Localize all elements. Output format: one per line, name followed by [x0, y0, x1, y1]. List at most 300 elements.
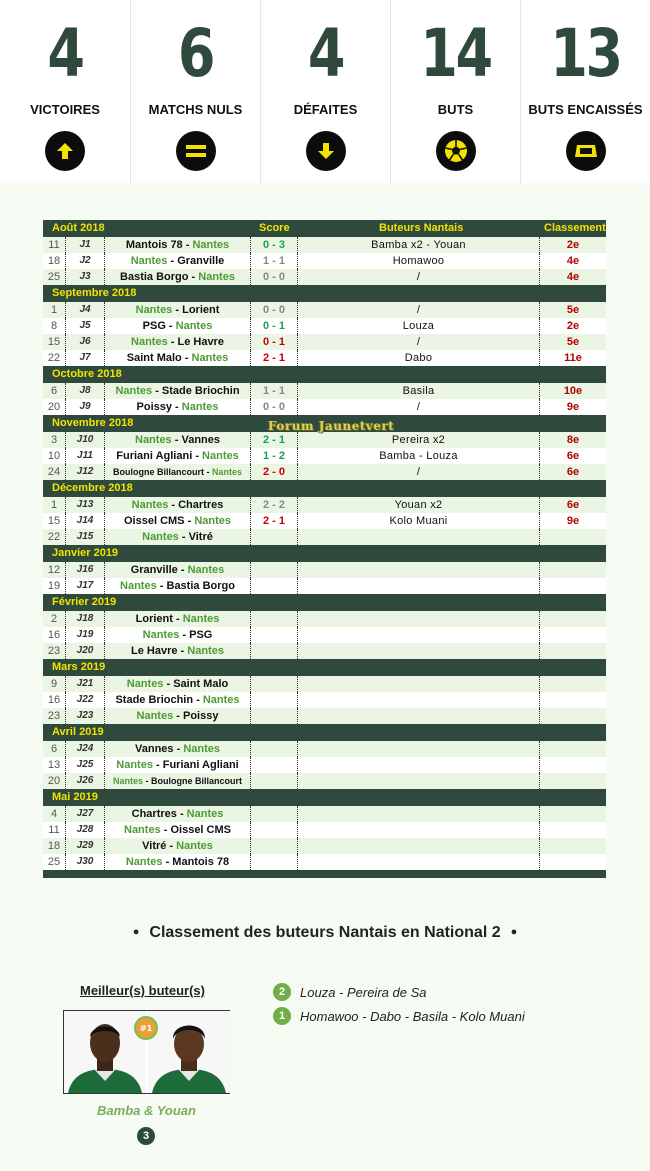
- match-scorers: Homawoo: [392, 255, 445, 267]
- match-scorers: [298, 757, 539, 773]
- table-row: [43, 676, 606, 692]
- match-teams: Nantes - Le Havre: [131, 336, 224, 348]
- home-team: Nantes: [131, 499, 169, 511]
- match-teams: Nantes - Oissel CMS: [124, 824, 231, 836]
- match-score: 2 - 1: [262, 515, 285, 527]
- away-team: Mantois 78: [172, 856, 230, 868]
- away-team: Lorient: [182, 304, 220, 316]
- stat-label: MATCHS NULS: [148, 102, 243, 117]
- matchday-number: J20: [76, 645, 94, 656]
- matchday-number: J28: [76, 824, 94, 835]
- league-rank: 6e: [566, 499, 580, 511]
- match-teams: Vannes - Nantes: [135, 743, 220, 755]
- match-score: [251, 708, 297, 724]
- match-teams: Nantes - Boulogne Billancourt: [112, 776, 242, 786]
- match-day: 1: [50, 499, 58, 511]
- match-scorers: [298, 578, 539, 594]
- table-row: [43, 806, 606, 822]
- league-rank: [540, 692, 606, 708]
- league-rank: 6e: [566, 466, 580, 478]
- away-team: Nantes: [182, 613, 220, 625]
- match-teams: Nantes - Saint Malo: [126, 678, 229, 690]
- away-team: Nantes: [202, 450, 239, 462]
- home-team: Nantes: [120, 580, 157, 592]
- league-rank: [540, 854, 606, 870]
- match-teams: Poissy - Nantes: [136, 401, 219, 413]
- away-team: Vitré: [188, 531, 213, 543]
- away-team: Poissy: [183, 710, 219, 722]
- league-rank: [540, 578, 606, 594]
- stat-value: 13: [550, 15, 621, 92]
- stat-label: VICTOIRES: [30, 102, 100, 117]
- match-day: 22: [47, 531, 61, 543]
- match-scorers: Dabo: [404, 352, 433, 364]
- match-score: 0 - 1: [262, 336, 285, 348]
- away-team: Boulogne Billancourt: [151, 776, 242, 786]
- away-team: Bastia Borgo: [166, 580, 235, 592]
- away-team: Vannes: [181, 434, 220, 446]
- league-rank: 9e: [566, 515, 580, 527]
- match-day: 16: [47, 694, 61, 706]
- matchday-number: J13: [76, 499, 94, 510]
- match-score: 0 - 0: [262, 304, 285, 316]
- table-row: [43, 741, 606, 757]
- match-day: 11: [48, 824, 60, 836]
- league-rank: [540, 643, 606, 659]
- matchday-number: J27: [76, 808, 94, 819]
- match-day: 22: [47, 352, 61, 364]
- goal-count: 2: [273, 983, 291, 1001]
- match-teams: Saint Malo - Nantes: [126, 352, 229, 364]
- league-rank: [540, 838, 606, 854]
- month-header: Mai 2019: [43, 789, 606, 806]
- away-team: Nantes: [186, 808, 224, 820]
- match-score: 1 - 1: [262, 255, 285, 267]
- table-row: [43, 627, 606, 643]
- home-team: Nantes: [135, 434, 172, 446]
- table-row: [43, 513, 606, 529]
- matchday-number: J30: [76, 856, 94, 867]
- match-day: 23: [47, 645, 61, 657]
- home-team: Oissel CMS: [124, 515, 185, 527]
- matchday-number: J24: [76, 743, 94, 754]
- month-header: Avril 2019: [43, 724, 606, 741]
- home-team: Nantes: [130, 255, 168, 267]
- home-team: Furiani Agliani: [116, 450, 193, 462]
- match-score: [251, 773, 297, 789]
- home-team: Nantes: [142, 531, 179, 543]
- match-teams: Granville - Nantes: [130, 564, 225, 576]
- best-scorer-names: Bamba & Youan: [97, 1103, 196, 1118]
- away-team: Nantes: [194, 515, 231, 527]
- home-team: Mantois 78: [125, 239, 183, 251]
- goal-count: 1: [273, 1007, 291, 1025]
- league-rank: [540, 529, 606, 545]
- header-score: Score: [259, 222, 290, 234]
- match-scorers: [298, 562, 539, 578]
- table-row: [43, 237, 606, 253]
- arrow-up-icon: [45, 131, 85, 171]
- match-scorers: /: [416, 304, 421, 316]
- table-row: [43, 464, 606, 480]
- league-rank: 4e: [566, 255, 580, 267]
- month-rows: [43, 676, 606, 724]
- match-day: 24: [47, 466, 61, 478]
- home-team: Le Havre: [131, 645, 178, 657]
- scorers-section-title: [0, 924, 650, 942]
- match-teams: Nantes - Poissy: [136, 710, 219, 722]
- match-score: [251, 806, 297, 822]
- first-place-badge: #1: [134, 1016, 158, 1040]
- table-row: [43, 253, 606, 269]
- match-score: 0 - 1: [262, 320, 285, 332]
- stat-label: BUTS ENCAISSÉS: [528, 102, 643, 117]
- table-row: [43, 773, 606, 789]
- league-rank: 5e: [566, 304, 580, 316]
- scorers-title-text: Classement des buteurs Nantais en National 2: [149, 924, 501, 941]
- month-rows: [43, 611, 606, 659]
- match-score: 1 - 1: [262, 385, 285, 397]
- away-team: Nantes: [211, 467, 242, 477]
- player-photo-youan: [148, 1011, 230, 1093]
- match-scorers: [298, 611, 539, 627]
- match-scorers: [298, 692, 539, 708]
- league-rank: [540, 676, 606, 692]
- match-teams: Bastia Borgo - Nantes: [120, 271, 235, 283]
- match-score: 1 - 2: [262, 450, 285, 462]
- table-row: [43, 318, 606, 334]
- home-team: Granville: [130, 564, 178, 576]
- matchday-number: J29: [76, 840, 94, 851]
- scorer-group: [273, 983, 426, 1001]
- away-team: Nantes: [176, 840, 213, 852]
- match-day: 12: [47, 564, 61, 576]
- match-score: [251, 854, 297, 870]
- match-teams: Nantes - Granville: [130, 255, 225, 267]
- home-team: Nantes: [112, 776, 143, 786]
- stat-column: [260, 0, 390, 183]
- league-rank: [540, 822, 606, 838]
- match-score: [251, 529, 297, 545]
- match-day: 20: [47, 401, 61, 413]
- league-rank: [540, 611, 606, 627]
- table-row: [43, 838, 606, 854]
- away-team: Nantes: [181, 401, 219, 413]
- matchday-number: J23: [76, 710, 94, 721]
- home-team: Bastia Borgo: [120, 271, 189, 283]
- league-rank: 4e: [566, 271, 580, 283]
- league-rank: 8e: [566, 434, 580, 446]
- league-rank: 5e: [566, 336, 580, 348]
- match-teams: Mantois 78 - Nantes: [125, 239, 230, 251]
- home-team: Nantes: [135, 304, 173, 316]
- schedule-table: [43, 220, 606, 878]
- match-scorers: Kolo Muani: [389, 515, 448, 527]
- match-score: 0 - 3: [262, 239, 285, 251]
- league-rank: [540, 562, 606, 578]
- table-row: [43, 692, 606, 708]
- away-team: Chartres: [178, 499, 224, 511]
- table-row: [43, 334, 606, 350]
- league-rank: 6e: [566, 450, 580, 462]
- match-day: 18: [47, 840, 61, 852]
- match-scorers: [298, 627, 539, 643]
- match-scorers: /: [416, 466, 421, 478]
- league-rank: 11e: [564, 352, 582, 364]
- equals-icon: [176, 131, 216, 171]
- match-teams: Nantes - PSG: [142, 629, 213, 641]
- month-rows: [43, 383, 606, 415]
- scorer-group: [273, 1007, 525, 1025]
- match-day: 18: [47, 255, 61, 267]
- match-day: 13: [47, 759, 61, 771]
- table-row: [43, 432, 606, 448]
- match-day: 6: [50, 385, 58, 397]
- home-team: Nantes: [115, 385, 153, 397]
- match-day: 2: [50, 613, 58, 625]
- table-row: [43, 383, 606, 399]
- match-scorers: /: [416, 401, 421, 413]
- match-teams: Nantes - Stade Briochin: [115, 385, 240, 397]
- match-teams: Nantes - Lorient: [135, 304, 220, 316]
- month-rows: [43, 562, 606, 594]
- matchday-number: J7: [79, 352, 91, 363]
- matchday-number: J8: [79, 385, 91, 396]
- match-score: [251, 757, 297, 773]
- month-header: Septembre 2018: [43, 285, 606, 302]
- matchday-number: J4: [79, 304, 91, 315]
- league-rank: 2e: [566, 320, 580, 332]
- stat-column: [130, 0, 260, 183]
- matchday-number: J25: [76, 759, 94, 770]
- matchday-number: J9: [79, 401, 91, 412]
- match-teams: Nantes - Vannes: [135, 434, 220, 446]
- matchday-number: J2: [79, 255, 91, 266]
- scorer-names: Homawoo - Dabo - Basila - Kolo Muani: [300, 1008, 525, 1024]
- match-score: 0 - 0: [262, 401, 285, 413]
- match-score: 2 - 2: [262, 499, 285, 511]
- match-teams: Nantes - Furiani Agliani: [116, 759, 239, 771]
- match-teams: Furiani Agliani - Nantes: [116, 450, 239, 462]
- match-score: 2 - 0: [262, 466, 285, 478]
- home-team: Nantes: [131, 336, 168, 348]
- match-scorers: [298, 806, 539, 822]
- match-scorers: Basila: [402, 385, 435, 397]
- header-month: Août 2018: [52, 222, 105, 234]
- match-day: 15: [47, 336, 61, 348]
- home-team: Nantes: [126, 678, 164, 690]
- match-score: [251, 692, 297, 708]
- match-day: 20: [47, 775, 61, 787]
- bullet-icon: ●: [510, 926, 518, 938]
- league-rank: 10e: [563, 385, 583, 397]
- arrow-down-icon: [306, 131, 346, 171]
- match-scorers: /: [416, 336, 421, 348]
- matchday-number: J26: [76, 775, 94, 786]
- league-rank: [540, 757, 606, 773]
- matchday-number: J5: [79, 320, 91, 331]
- away-team: Nantes: [175, 320, 213, 332]
- match-scorers: Louza: [402, 320, 435, 332]
- match-teams: Nantes - Chartres: [131, 499, 224, 511]
- table-row: [43, 399, 606, 415]
- matchday-number: J15: [76, 531, 94, 542]
- match-day: 6: [50, 743, 58, 755]
- table-row: [43, 822, 606, 838]
- bullet-icon: ●: [132, 926, 140, 938]
- matchday-number: J18: [76, 613, 94, 624]
- home-team: Nantes: [124, 824, 161, 836]
- matchday-number: J11: [77, 450, 93, 461]
- away-team: Oissel CMS: [170, 824, 231, 836]
- table-row: [43, 562, 606, 578]
- table-row: [43, 448, 606, 464]
- watermark: Forum Jaunetvert: [268, 419, 395, 433]
- match-teams: Stade Briochin - Nantes: [115, 694, 240, 706]
- match-day: 23: [47, 710, 61, 722]
- match-scorers: [298, 676, 539, 692]
- match-teams: Chartres - Nantes: [131, 808, 224, 820]
- home-team: Saint Malo: [126, 352, 182, 364]
- matchday-number: J21: [76, 678, 94, 689]
- home-team: Nantes: [116, 759, 153, 771]
- home-team: Chartres: [131, 808, 177, 820]
- table-body: [43, 237, 606, 870]
- match-day: 19: [47, 580, 61, 592]
- home-team: Nantes: [125, 856, 163, 868]
- league-rank: [540, 627, 606, 643]
- matchday-number: J6: [79, 336, 91, 347]
- match-teams: Oissel CMS - Nantes: [124, 515, 231, 527]
- match-scorers: Pereira x2: [391, 434, 446, 446]
- table-row: [43, 302, 606, 318]
- match-score: [251, 578, 297, 594]
- month-header: Mars 2019: [43, 659, 606, 676]
- table-row: [43, 611, 606, 627]
- table-row: [43, 578, 606, 594]
- scorer-names: Louza - Pereira de Sa: [300, 984, 427, 1000]
- table-row: [43, 529, 606, 545]
- table-row: [43, 497, 606, 513]
- match-scorers: [298, 529, 539, 545]
- stat-label: DÉFAITES: [293, 102, 358, 117]
- home-team: Vitré: [142, 840, 167, 852]
- matchday-number: J12: [76, 466, 94, 477]
- matchday-number: J22: [76, 694, 94, 705]
- soccer-ball-icon: [436, 131, 476, 171]
- match-score: 0 - 0: [262, 271, 285, 283]
- match-teams: PSG - Nantes: [142, 320, 213, 332]
- matchday-number: J19: [76, 629, 94, 640]
- match-day: 3: [50, 434, 58, 446]
- match-day: 11: [48, 239, 60, 251]
- match-score: 2 - 1: [262, 352, 285, 364]
- match-scorers: [298, 822, 539, 838]
- match-scorers: /: [416, 271, 421, 283]
- goal-icon: [566, 131, 606, 171]
- matchday-number: J3: [79, 271, 91, 282]
- table-row: [43, 643, 606, 659]
- match-scorers: Youan x2: [394, 499, 443, 511]
- home-team: Poissy: [136, 401, 172, 413]
- matchday-number: J16: [76, 564, 94, 575]
- best-scorer-label: Meilleur(s) buteur(s): [80, 983, 205, 998]
- match-day: 8: [50, 320, 58, 332]
- match-teams: Nantes - Mantois 78: [125, 856, 230, 868]
- league-rank: [540, 741, 606, 757]
- table-header: [43, 220, 606, 237]
- match-score: 2 - 1: [262, 434, 285, 446]
- match-score: [251, 627, 297, 643]
- matchday-number: J1: [79, 239, 91, 250]
- match-scorers: Bamba - Louza: [379, 450, 458, 462]
- match-score: [251, 562, 297, 578]
- away-team: Nantes: [187, 645, 224, 657]
- match-scorers: Bamba x2 - Youan: [371, 239, 466, 251]
- stat-value: 6: [177, 15, 214, 92]
- stat-label: BUTS: [437, 102, 474, 117]
- month-rows: [43, 237, 606, 285]
- month-rows: [43, 806, 606, 870]
- table-row: [43, 854, 606, 870]
- away-team: Nantes: [192, 239, 230, 251]
- stat-value: 14: [420, 15, 491, 92]
- month-header: Février 2019: [43, 594, 606, 611]
- match-day: 1: [50, 304, 58, 316]
- month-header: Novembre 2018: [43, 415, 606, 432]
- away-team: Furiani Agliani: [162, 759, 239, 771]
- stat-column: [390, 0, 520, 183]
- league-rank: 2e: [566, 239, 580, 251]
- match-teams: Nantes - Vitré: [142, 531, 213, 543]
- home-team: Vannes: [135, 743, 174, 755]
- match-scorers: [298, 643, 539, 659]
- match-day: 4: [50, 808, 58, 820]
- table-row: [43, 269, 606, 285]
- match-day: 15: [47, 515, 61, 527]
- league-rank: 9e: [566, 401, 580, 413]
- match-score: [251, 611, 297, 627]
- match-score: [251, 741, 297, 757]
- match-day: 10: [47, 450, 61, 462]
- matchday-number: J14: [76, 515, 94, 526]
- away-team: Saint Malo: [173, 678, 229, 690]
- month-rows: [43, 497, 606, 545]
- away-team: Le Havre: [177, 336, 224, 348]
- matchday-number: J10: [76, 434, 94, 445]
- month-rows: [43, 741, 606, 789]
- match-day: 9: [50, 678, 58, 690]
- match-teams: Boulogne Billancourt - Nantes: [112, 467, 242, 477]
- stat-column: [520, 0, 650, 183]
- match-teams: Nantes - Bastia Borgo: [120, 580, 235, 592]
- away-team: Nantes: [191, 352, 229, 364]
- match-scorers: [298, 838, 539, 854]
- match-scorers: [298, 708, 539, 724]
- home-team: Nantes: [142, 629, 180, 641]
- home-team: Stade Briochin: [115, 694, 194, 706]
- league-rank: [540, 708, 606, 724]
- best-scorer-goals: 3: [137, 1127, 155, 1145]
- home-team: Boulogne Billancourt: [112, 467, 204, 477]
- stat-value: 4: [47, 15, 83, 92]
- stat-value: 4: [307, 15, 344, 92]
- match-teams: Vitré - Nantes: [142, 840, 213, 852]
- month-header: Janvier 2019: [43, 545, 606, 562]
- match-scorers: [298, 741, 539, 757]
- stat-column: [0, 0, 130, 183]
- away-team: Granville: [177, 255, 225, 267]
